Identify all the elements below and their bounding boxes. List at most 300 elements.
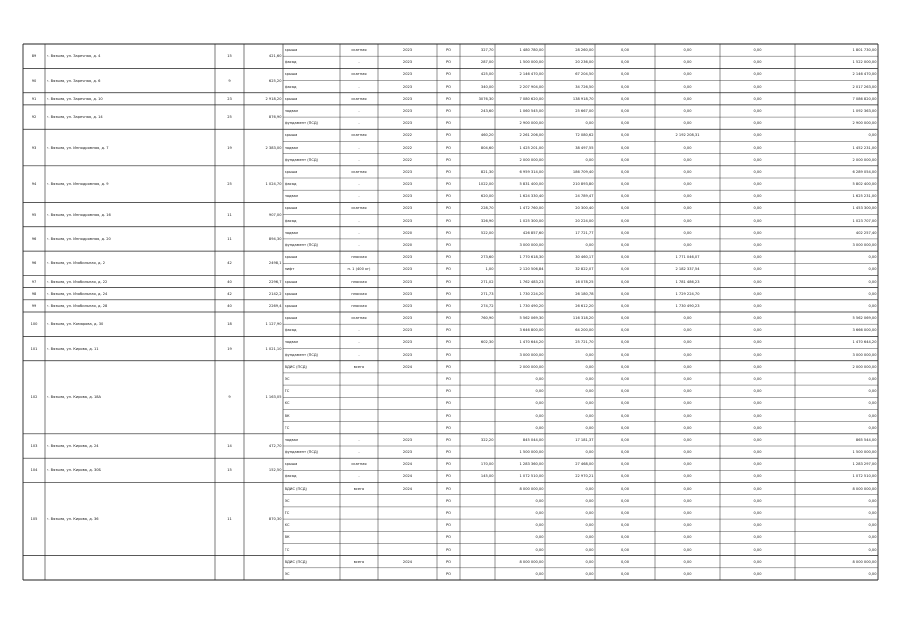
table-cell: 326,90 — [480, 218, 494, 223]
table-cell: 1 729 224,70 — [675, 291, 700, 296]
address-cell: г. Вязьма, ул. Заречная, д. 4 — [46, 54, 101, 59]
area-cell: 1 163,05 — [265, 395, 282, 400]
table-cell: 0,00 — [683, 535, 692, 540]
table-cell: 0,00 — [585, 121, 594, 126]
floors-cell: 9 — [228, 395, 231, 400]
table-cell: 1 730 490,23 — [675, 303, 700, 308]
table-cell: 2 900 000,00 — [852, 121, 877, 126]
table-cell: 3 000 000,00 — [519, 243, 544, 247]
table-cell: 2020 — [402, 243, 413, 247]
table-cell: РО — [446, 291, 451, 296]
table-cell: крыша — [284, 96, 298, 101]
table-cell: скатная — [351, 96, 367, 101]
address-cell: г. Вязьма, ул. Ипподромная, д. 9 — [46, 182, 109, 187]
table-cell: РО — [446, 413, 451, 418]
table-cell: подвал — [284, 437, 299, 442]
floors-cell: 40 — [227, 279, 232, 284]
table-cell: 2023 — [402, 109, 413, 113]
address-cell: г. Вязьма, ул. Кирова, д. 18А — [46, 395, 102, 400]
table-cell: 0,00 — [753, 328, 762, 333]
table-cell: 6 289 054,00 — [852, 169, 877, 174]
table-cell: - — [358, 474, 360, 479]
table-cell: 322,20 — [480, 437, 494, 442]
table-cell: крыша — [284, 169, 298, 174]
table-cell: 0,00 — [868, 133, 877, 138]
table-cell: 0,00 — [868, 255, 877, 260]
table-cell: 0,00 — [683, 60, 692, 65]
table-cell: - — [358, 109, 360, 113]
table-cell: 2023 — [402, 72, 413, 77]
table-cell: 0,00 — [683, 48, 692, 53]
area-cell: 2142,2 — [268, 291, 282, 296]
table-cell: 0,00 — [620, 571, 629, 576]
table-cell: 271,73 — [480, 291, 494, 296]
table-cell: 0,00 — [753, 182, 762, 187]
floors-cell: 23 — [227, 96, 232, 101]
table-cell: 0,00 — [585, 450, 594, 455]
area-cell: 625,20 — [268, 78, 282, 83]
table-cell: 0,00 — [753, 413, 762, 418]
table-cell: РО — [446, 462, 451, 467]
table-cell: 8 000 000,00 — [852, 559, 877, 564]
table-cell: фундамент (ПСД) — [284, 450, 319, 455]
table-cell: 0,00 — [535, 498, 544, 503]
table-cell: 0,00 — [753, 437, 762, 442]
table-cell: 2023 — [402, 60, 413, 65]
table-cell: 0,00 — [683, 474, 692, 479]
table-cell: РО — [446, 60, 451, 65]
table-cell: 0,00 — [753, 84, 762, 89]
area-cell: 2269,4 — [268, 303, 282, 308]
table-cell: РО — [446, 523, 451, 528]
table-cell: 20 224,00 — [575, 218, 594, 223]
row-number: 101 — [30, 346, 38, 351]
table-cell: 0,00 — [868, 401, 877, 406]
table-cell: - — [358, 60, 360, 65]
table-cell: ЭС — [284, 377, 290, 381]
table-cell: скатная — [351, 206, 367, 211]
table-cell: 0,00 — [620, 182, 629, 187]
row-number: 98 — [31, 291, 37, 296]
table-cell: 2022 — [402, 145, 413, 150]
table-cell: 27 468,00 — [575, 462, 594, 467]
table-cell: скатная — [351, 462, 367, 467]
table-cell: 0,00 — [585, 523, 594, 528]
table-cell: подвал — [284, 145, 299, 150]
table-cell: 17 181,37 — [575, 437, 594, 442]
table-cell: п. 1 (400 кг) — [347, 267, 371, 272]
table-cell: ГС — [284, 547, 290, 552]
table-cell: 0,00 — [868, 571, 877, 576]
table-cell: 0,00 — [753, 486, 762, 491]
table-cell: 0,00 — [683, 169, 692, 174]
address-cell: г. Вязьма, ул. Заречная, д. 6 — [46, 78, 101, 83]
table-cell: 2023 — [402, 279, 413, 284]
table-cell: 2 192 208,31 — [675, 133, 700, 138]
row-number: 97 — [31, 279, 37, 284]
table-cell: 1 425 201,00 — [519, 145, 544, 150]
floors-cell: 15 — [227, 468, 232, 473]
floors-cell: 11 — [227, 212, 232, 217]
table-cell: - — [358, 340, 360, 345]
table-cell: 64 200,00 — [575, 328, 594, 333]
table-cell: скатная — [351, 72, 367, 77]
table-cell: 2023 — [402, 218, 413, 223]
table-cell: РО — [446, 72, 451, 77]
table-cell: 2024 — [402, 486, 413, 491]
table-cell: 845 044,00 — [522, 437, 544, 442]
table-cell: 72 080,62 — [575, 133, 594, 138]
table-cell: 0,00 — [683, 462, 692, 467]
table-cell: РО — [446, 498, 451, 503]
table-cell: 2023 — [402, 303, 413, 308]
table-cell: 0,00 — [535, 377, 544, 381]
table-cell: 7 080 620,00 — [519, 96, 544, 101]
table-cell: 5 802 400,00 — [852, 182, 877, 187]
table-cell: РО — [446, 96, 451, 101]
table-cell: РО — [446, 157, 451, 162]
table-cell: 1 500 000,00 — [519, 60, 544, 65]
table-cell: ЭС — [284, 571, 290, 576]
table-cell: 273,60 — [480, 255, 494, 260]
table-cell: 0,00 — [753, 121, 762, 126]
table-cell: 0,00 — [753, 340, 762, 345]
table-cell: 0,00 — [620, 255, 629, 260]
table-cell: 0,00 — [683, 96, 692, 101]
table-cell: ТС — [284, 511, 290, 515]
table-cell: 0,00 — [753, 279, 762, 284]
table-cell: 2023 — [402, 352, 413, 357]
address-cell: г. Вязьма, ул. Изобильная, д. 22 — [46, 279, 108, 284]
table-cell: 0,00 — [620, 96, 629, 101]
address-cell: г. Вязьма, ул. Заречная, д. 10 — [46, 96, 103, 101]
table-cell: 0,00 — [535, 535, 544, 540]
table-cell: 2023 — [402, 255, 413, 260]
area-cell: 876,90 — [268, 115, 282, 120]
table-cell: ХС — [284, 523, 290, 528]
table-cell: 340,00 — [480, 84, 494, 89]
table-cell: РО — [446, 230, 451, 235]
table-cell: 2020 — [402, 230, 413, 235]
table-cell: - — [358, 450, 360, 455]
table-cell: фундамент (ПСД) — [284, 243, 319, 247]
area-cell: 894,30 — [268, 236, 282, 241]
table-cell: скатная — [351, 169, 367, 174]
table-cell: 0,00 — [868, 413, 877, 418]
table-cell: 0,00 — [753, 547, 762, 552]
floors-cell: 18 — [227, 322, 232, 327]
table-cell: ТС — [284, 389, 290, 394]
table-cell: 0,00 — [753, 109, 762, 113]
table-cell: крыша — [284, 48, 298, 53]
floors-cell: 40 — [227, 303, 232, 308]
table-cell: - — [358, 437, 360, 442]
table-cell: РО — [446, 303, 451, 308]
table-cell: РО — [446, 377, 451, 381]
table-cell: РО — [446, 133, 451, 138]
table-cell: 2022 — [402, 157, 413, 162]
table-cell: 5 831 400,00 — [519, 182, 544, 187]
table-cell: подвал — [284, 340, 299, 345]
table-cell: 2 146 470,00 — [852, 72, 877, 77]
table-cell: 0,00 — [868, 267, 877, 272]
table-cell: 0,00 — [585, 425, 594, 430]
row-number: 104 — [30, 468, 38, 473]
table-cell: 1 470 644,20 — [519, 340, 544, 345]
table-cell: 0,00 — [753, 157, 762, 162]
table-cell: крыша — [284, 279, 298, 284]
table-cell: 22 970,21 — [575, 474, 594, 479]
table-cell: 2 000 000,00 — [852, 157, 877, 162]
table-cell: 0,00 — [753, 133, 762, 138]
table-cell: 3 000 000,00 — [519, 352, 544, 357]
table-cell: 0,00 — [683, 340, 692, 345]
table-cell: 0,00 — [620, 437, 629, 442]
floors-cell: 42 — [227, 261, 232, 266]
table-cell: 0,00 — [753, 303, 762, 308]
table-cell: 0,00 — [753, 48, 762, 53]
table-cell: всего — [353, 559, 365, 564]
table-cell: 1 624 330,40 — [519, 194, 544, 199]
area-cell: 2296,7 — [268, 279, 282, 284]
table-cell: 0,00 — [683, 511, 692, 515]
table-cell: 0,00 — [620, 352, 629, 357]
table-cell: 0,00 — [585, 389, 594, 394]
table-cell: 25 667,00 — [575, 109, 594, 113]
table-cell: 145,00 — [480, 474, 494, 479]
table-cell: фасад — [284, 474, 297, 479]
table-cell: РО — [446, 474, 451, 479]
table-cell: 20 236,00 — [575, 60, 594, 65]
table-cell: 0,00 — [683, 364, 692, 369]
table-cell: РО — [446, 316, 451, 321]
table-cell: подвал — [284, 194, 299, 199]
table-cell: фасад — [284, 218, 297, 223]
table-cell: 0,00 — [620, 109, 629, 113]
address-cell: г. Вязьма, ул. Кирова, д. 36 — [46, 517, 99, 522]
table-cell: 1 283 297,00 — [852, 462, 877, 467]
table-cell: РО — [446, 182, 451, 187]
table-cell: 0,00 — [620, 316, 629, 321]
table-cell: РО — [446, 218, 451, 223]
table-cell: РО — [446, 145, 451, 150]
table-cell: 0,00 — [683, 84, 692, 89]
address-cell: г. Вязьма, ул. Кирова, д. 30Б — [46, 468, 102, 473]
table-cell: подвал — [284, 109, 299, 113]
table-cell: 38 497,55 — [575, 145, 594, 150]
row-number: 102 — [30, 395, 38, 400]
table-cell: 327,70 — [480, 48, 494, 53]
table-cell: РО — [446, 571, 451, 576]
row-number: 94 — [31, 182, 37, 187]
table-cell: 1022,00 — [478, 182, 494, 187]
table-cell: 0,00 — [535, 571, 544, 576]
table-cell: 0,00 — [753, 474, 762, 479]
table-cell: фасад — [284, 328, 297, 333]
table-cell: 0,00 — [753, 511, 762, 515]
table-cell: 0,00 — [620, 194, 629, 199]
table-cell: 0,00 — [535, 425, 544, 430]
table-cell: 1 470 644,20 — [852, 340, 877, 345]
table-cell: подвал — [284, 230, 299, 235]
table-cell: 20 300,40 — [575, 206, 594, 211]
table-cell: фундамент (ПСД) — [284, 157, 319, 162]
table-cell: 865 544,00 — [855, 437, 877, 442]
table-cell: 0,00 — [753, 389, 762, 394]
table-cell: 2023 — [402, 84, 413, 89]
table-cell: 7 086 820,00 — [852, 96, 877, 101]
table-cell: ВК — [284, 535, 290, 540]
table-cell: 0,00 — [868, 523, 877, 528]
table-cell: 0,00 — [620, 364, 629, 369]
table-cell: 3 666 000,00 — [852, 328, 877, 333]
table-cell: РО — [446, 206, 451, 211]
table-cell: 0,00 — [620, 72, 629, 77]
table-cell: РО — [446, 169, 451, 174]
table-cell: 2023 — [402, 340, 413, 345]
table-cell: 0,00 — [753, 571, 762, 576]
table-cell: РО — [446, 352, 451, 357]
table-cell: 2023 — [402, 328, 413, 333]
table-cell: крыша — [284, 291, 298, 296]
table-cell: 2 120 506,84 — [519, 267, 544, 272]
table-cell: 620,00 — [480, 194, 494, 199]
table-cell: крыша — [284, 303, 298, 308]
table-cell: 32 822,07 — [575, 267, 594, 272]
table-cell: 67 204,50 — [575, 72, 594, 77]
table-cell: - — [358, 230, 360, 235]
table-cell: 0,00 — [620, 462, 629, 467]
table-cell: 0,00 — [683, 450, 692, 455]
table-cell: РО — [446, 243, 451, 247]
table-cell: 3 000 000,00 — [852, 352, 877, 357]
table-cell: - — [358, 352, 360, 357]
table-cell: 0,00 — [683, 437, 692, 442]
table-cell: 760,90 — [480, 316, 494, 321]
table-cell: 0,00 — [753, 96, 762, 101]
address-cell: г. Вязьма, ул. Кирова, д. 11 — [46, 346, 99, 351]
area-cell: 472,70 — [268, 444, 282, 448]
table-cell: скатная — [351, 133, 367, 138]
table-cell: 0,00 — [620, 450, 629, 455]
table-cell: 0,00 — [683, 425, 692, 430]
table-cell: 0,00 — [585, 377, 594, 381]
table-cell: 0,00 — [753, 291, 762, 296]
table-cell: 24 789,47 — [575, 194, 594, 199]
table-cell: 287,00 — [480, 60, 494, 65]
table-cell: 0,00 — [683, 316, 692, 321]
table-cell: РО — [446, 48, 451, 53]
table-cell: РО — [446, 389, 451, 394]
table-cell: 1 730 490,20 — [519, 303, 544, 308]
table-cell: 34 726,50 — [575, 84, 594, 89]
table-cell: 0,00 — [683, 413, 692, 418]
table-cell: 0,00 — [683, 109, 692, 113]
table-cell: 2 017 263,00 — [852, 84, 877, 89]
table-cell: РО — [446, 535, 451, 540]
table-cell: 0,00 — [620, 303, 629, 308]
table-cell: 138 918,70 — [572, 96, 594, 101]
table-cell: 0,00 — [753, 450, 762, 455]
table-cell: 0,00 — [683, 145, 692, 150]
table-cell: ГС — [284, 425, 290, 430]
table-cell: РО — [446, 559, 451, 564]
address-cell: г. Вязьма, ул. Изобильная, д. 28 — [46, 303, 108, 308]
table-cell: плоская — [351, 279, 367, 284]
table-cell: 0,00 — [620, 413, 629, 418]
table-cell: 0,00 — [683, 352, 692, 357]
table-cell: 5 562 069,30 — [519, 316, 544, 321]
area-cell: 2 918,20 — [265, 96, 282, 101]
row-number: 99 — [31, 303, 37, 308]
table-cell: 1 730 224,20 — [519, 291, 544, 296]
table-cell: 0,00 — [620, 559, 629, 564]
table-cell: 2023 — [402, 182, 413, 187]
table-cell: - — [358, 145, 360, 150]
table-cell: крыша — [284, 316, 298, 321]
table-cell: 0,00 — [683, 206, 692, 211]
table-cell: 426 857,60 — [522, 230, 544, 235]
table-cell: 26 612,20 — [575, 303, 594, 308]
table-cell: 0,00 — [620, 169, 629, 174]
table-cell: 0,00 — [753, 498, 762, 503]
table-cell: 0,00 — [683, 498, 692, 503]
table-cell: 522,00 — [480, 230, 494, 235]
table-cell: 0,00 — [753, 230, 762, 235]
table-cell: 1 023 707,00 — [852, 218, 877, 223]
table-cell: 0,00 — [585, 352, 594, 357]
table-cell: РО — [446, 109, 451, 113]
table-cell: 186 709,40 — [572, 169, 594, 174]
table-cell: 0,00 — [620, 291, 629, 296]
table-cell: 0,00 — [535, 511, 544, 515]
table-cell: 0,00 — [620, 145, 629, 150]
floors-cell: 42 — [227, 291, 232, 296]
table-cell: РО — [446, 121, 451, 126]
table-cell: 0,00 — [753, 243, 762, 247]
area-cell: 1 127,90 — [265, 322, 282, 327]
table-cell: 2023 — [402, 267, 413, 272]
table-cell: 0,00 — [753, 425, 762, 430]
table-cell: 3 646 800,00 — [519, 328, 544, 333]
table-cell: ЭС — [284, 498, 290, 503]
table-cell: скатная — [351, 316, 367, 321]
table-cell: 0,00 — [620, 511, 629, 515]
table-cell: 1 625 231,00 — [852, 194, 877, 199]
area-cell: 1 024,70 — [265, 182, 282, 187]
table-cell: 1 472 760,00 — [519, 206, 544, 211]
table-cell: РО — [446, 425, 451, 430]
table-cell: 8 000 000,00 — [519, 486, 544, 491]
table-cell: 0,00 — [683, 547, 692, 552]
table-cell: плоская — [351, 255, 367, 260]
table-cell: 402 257,40 — [855, 230, 877, 235]
floors-cell: 15 — [227, 54, 232, 59]
table-cell: 0,00 — [753, 377, 762, 381]
table-cell: 0,00 — [585, 498, 594, 503]
table-cell: 0,00 — [753, 352, 762, 357]
table-cell: - — [358, 157, 360, 162]
table-cell: крыша — [284, 462, 298, 467]
table-cell: 0,00 — [535, 401, 544, 406]
table-cell: 1 480 780,00 — [519, 48, 544, 53]
table-cell: 0,00 — [753, 535, 762, 540]
address-cell: г. Вязьма, ул. Изобильная, д. 24 — [46, 291, 108, 296]
floors-cell: 19 — [227, 346, 232, 351]
table-cell: 0,00 — [620, 121, 629, 126]
floors-cell: 11 — [227, 236, 232, 241]
table-cell: 1 452 231,00 — [852, 145, 877, 150]
